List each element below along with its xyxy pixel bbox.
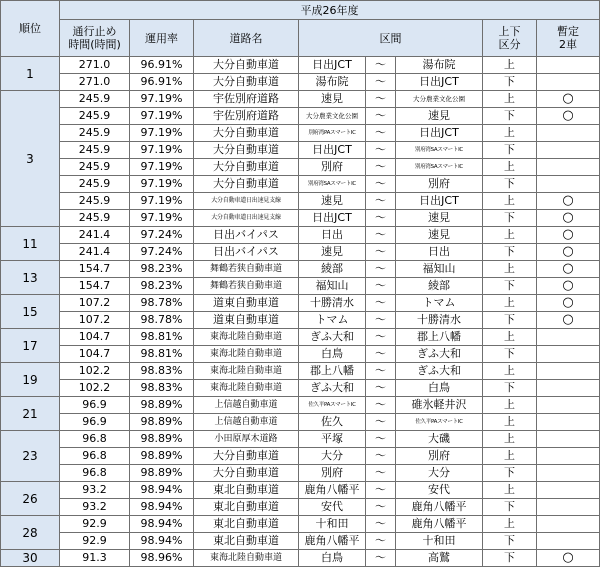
- table-body: [1, 57, 600, 567]
- provisional-cell: [537, 57, 600, 74]
- section-to-cell: 碓氷軽井沢: [396, 397, 483, 414]
- closure-hours-cell: 245.9: [60, 108, 130, 125]
- operation-rate-cell: 98.81%: [130, 346, 194, 363]
- provisional-cell: [537, 499, 600, 516]
- operation-rate-cell: 98.78%: [130, 312, 194, 329]
- provisional-cell: [537, 448, 600, 465]
- provisional-cell: ○: [537, 312, 600, 329]
- section-separator: ～: [366, 193, 396, 210]
- table-row: [1, 482, 600, 499]
- header-year: 平成26年度: [60, 1, 600, 20]
- closure-hours-cell: 96.9: [60, 397, 130, 414]
- section-to-cell: 速見: [396, 210, 483, 227]
- direction-cell: 上: [483, 91, 537, 108]
- table-row: [1, 516, 600, 533]
- section-to-cell: 速見: [396, 108, 483, 125]
- section-from-cell: ぎふ大和: [299, 380, 366, 397]
- operation-rate-cell: 97.24%: [130, 227, 194, 244]
- section-separator: ～: [366, 74, 396, 91]
- section-from-cell: 十勝清水: [299, 295, 366, 312]
- provisional-cell: [537, 142, 600, 159]
- provisional-cell: ○: [537, 227, 600, 244]
- closure-hours-cell: 154.7: [60, 261, 130, 278]
- table-row: [1, 176, 600, 193]
- road-name-cell: 日出バイパス: [194, 227, 299, 244]
- rank-cell: 21: [1, 397, 60, 431]
- section-from-cell: 綾部: [299, 261, 366, 278]
- rank-cell: 28: [1, 516, 60, 550]
- rank-cell: 3: [1, 91, 60, 227]
- section-separator: ～: [366, 431, 396, 448]
- road-name-cell: 大分自動車道: [194, 159, 299, 176]
- section-to-cell: 別府湾SAスマートIC: [396, 159, 483, 176]
- road-name-cell: 道東自動車道: [194, 295, 299, 312]
- operation-rate-cell: 98.81%: [130, 329, 194, 346]
- section-separator: ～: [366, 499, 396, 516]
- direction-cell: 上: [483, 448, 537, 465]
- section-to-cell: ぎふ大和: [396, 346, 483, 363]
- section-separator: ～: [366, 516, 396, 533]
- section-from-cell: 白鳥: [299, 346, 366, 363]
- road-name-cell: 大分自動車道日出速見支線: [194, 193, 299, 210]
- table-row: [1, 57, 600, 74]
- table-row: [1, 210, 600, 227]
- table-row: [1, 380, 600, 397]
- section-to-cell: 十和田: [396, 533, 483, 550]
- table-row: [1, 142, 600, 159]
- road-name-cell: 上信越自動車道: [194, 414, 299, 431]
- direction-cell: 下: [483, 550, 537, 567]
- section-separator: ～: [366, 533, 396, 550]
- provisional-cell: [537, 397, 600, 414]
- road-name-cell: 大分自動車道: [194, 465, 299, 482]
- rank-cell: 13: [1, 261, 60, 295]
- section-to-cell: 白鳥: [396, 380, 483, 397]
- table-row: [1, 244, 600, 261]
- provisional-cell: [537, 465, 600, 482]
- section-to-cell: 別府湾SAスマートIC: [396, 142, 483, 159]
- section-to-cell: 鹿角八幡平: [396, 516, 483, 533]
- closure-hours-cell: 96.8: [60, 465, 130, 482]
- operation-rate-cell: 98.23%: [130, 261, 194, 278]
- operation-rate-cell: 97.19%: [130, 159, 194, 176]
- closure-hours-cell: 93.2: [60, 499, 130, 516]
- section-to-cell: 別府: [396, 176, 483, 193]
- operation-rate-cell: 97.19%: [130, 210, 194, 227]
- direction-cell: 下: [483, 142, 537, 159]
- road-name-cell: 道東自動車道: [194, 312, 299, 329]
- direction-cell: 上: [483, 329, 537, 346]
- provisional-cell: ○: [537, 210, 600, 227]
- operation-rate-cell: 97.19%: [130, 142, 194, 159]
- header-rank: 順位: [1, 1, 60, 57]
- closure-hours-cell: 245.9: [60, 210, 130, 227]
- section-to-cell: 福知山: [396, 261, 483, 278]
- provisional-cell: ○: [537, 261, 600, 278]
- section-from-cell: 別府: [299, 465, 366, 482]
- provisional-cell: [537, 176, 600, 193]
- section-from-cell: 郡上八幡: [299, 363, 366, 380]
- direction-cell: 上: [483, 516, 537, 533]
- section-to-cell: 速見: [396, 227, 483, 244]
- operation-rate-cell: 98.94%: [130, 482, 194, 499]
- provisional-cell: [537, 380, 600, 397]
- direction-cell: 下: [483, 176, 537, 193]
- closure-hours-cell: 245.9: [60, 142, 130, 159]
- section-from-cell: 速見: [299, 91, 366, 108]
- section-to-cell: 十勝清水: [396, 312, 483, 329]
- header-operation-rate: 運用率: [130, 20, 194, 57]
- direction-cell: 下: [483, 346, 537, 363]
- section-separator: ～: [366, 91, 396, 108]
- road-name-cell: 東海北陸自動車道: [194, 363, 299, 380]
- section-separator: ～: [366, 346, 396, 363]
- direction-cell: 上: [483, 482, 537, 499]
- provisional-cell: [537, 363, 600, 380]
- road-name-cell: 舞鶴若狭自動車道: [194, 278, 299, 295]
- operation-rate-cell: 96.91%: [130, 57, 194, 74]
- section-from-cell: 日出JCT: [299, 142, 366, 159]
- operation-rate-cell: 97.19%: [130, 176, 194, 193]
- closure-hours-cell: 104.7: [60, 329, 130, 346]
- road-name-cell: 大分自動車道: [194, 142, 299, 159]
- direction-cell: 下: [483, 312, 537, 329]
- section-separator: ～: [366, 125, 396, 142]
- road-name-cell: 東北自動車道: [194, 533, 299, 550]
- rank-cell: 15: [1, 295, 60, 329]
- road-name-cell: 東海北陸自動車道: [194, 329, 299, 346]
- direction-cell: 下: [483, 533, 537, 550]
- table-row: [1, 414, 600, 431]
- closure-hours-cell: 96.8: [60, 431, 130, 448]
- table-row: [1, 193, 600, 210]
- section-separator: ～: [366, 380, 396, 397]
- section-to-cell: 日出JCT: [396, 74, 483, 91]
- operation-rate-cell: 98.78%: [130, 295, 194, 312]
- section-separator: ～: [366, 57, 396, 74]
- operation-rate-cell: 97.19%: [130, 125, 194, 142]
- operation-rate-cell: 98.89%: [130, 431, 194, 448]
- provisional-cell: [537, 533, 600, 550]
- operation-rate-cell: 98.83%: [130, 380, 194, 397]
- operation-rate-cell: 96.91%: [130, 74, 194, 91]
- section-to-cell: 高鷲: [396, 550, 483, 567]
- closure-hours-cell: 102.2: [60, 380, 130, 397]
- provisional-cell: [537, 414, 600, 431]
- section-from-cell: 佐久平PAスマートIC: [299, 397, 366, 414]
- provisional-cell: [537, 74, 600, 91]
- road-name-cell: 東海北陸自動車道: [194, 550, 299, 567]
- section-from-cell: 佐久: [299, 414, 366, 431]
- closure-hours-cell: 102.2: [60, 363, 130, 380]
- operation-rate-cell: 98.83%: [130, 363, 194, 380]
- table-row: [1, 465, 600, 482]
- direction-cell: 上: [483, 431, 537, 448]
- table-row: [1, 108, 600, 125]
- table-row: [1, 312, 600, 329]
- operation-rate-cell: 97.19%: [130, 193, 194, 210]
- section-to-cell: 安代: [396, 482, 483, 499]
- table-row: [1, 363, 600, 380]
- road-name-cell: 大分自動車道: [194, 448, 299, 465]
- road-name-cell: 東北自動車道: [194, 482, 299, 499]
- direction-cell: 下: [483, 278, 537, 295]
- direction-cell: 上: [483, 227, 537, 244]
- section-from-cell: 日出: [299, 227, 366, 244]
- section-from-cell: トマム: [299, 312, 366, 329]
- provisional-cell: [537, 482, 600, 499]
- road-name-cell: 上信越自動車道: [194, 397, 299, 414]
- section-from-cell: 速見: [299, 244, 366, 261]
- section-separator: ～: [366, 244, 396, 261]
- provisional-cell: ○: [537, 244, 600, 261]
- section-to-cell: 日出JCT: [396, 193, 483, 210]
- section-from-cell: ぎふ大和: [299, 329, 366, 346]
- section-separator: ～: [366, 108, 396, 125]
- rank-cell: 1: [1, 57, 60, 91]
- section-separator: ～: [366, 210, 396, 227]
- operation-rate-cell: 98.94%: [130, 499, 194, 516]
- direction-cell: 上: [483, 159, 537, 176]
- closure-hours-cell: 107.2: [60, 295, 130, 312]
- section-separator: ～: [366, 159, 396, 176]
- closure-hours-cell: 93.2: [60, 482, 130, 499]
- direction-cell: 上: [483, 125, 537, 142]
- operation-rate-cell: 98.23%: [130, 278, 194, 295]
- closure-hours-cell: 245.9: [60, 159, 130, 176]
- direction-cell: 下: [483, 465, 537, 482]
- provisional-cell: [537, 159, 600, 176]
- direction-cell: 上: [483, 397, 537, 414]
- closure-hours-cell: 96.8: [60, 448, 130, 465]
- table-row: [1, 125, 600, 142]
- section-from-cell: 大分農業文化公園: [299, 108, 366, 125]
- road-name-cell: 東北自動車道: [194, 516, 299, 533]
- provisional-cell: [537, 125, 600, 142]
- provisional-cell: ○: [537, 278, 600, 295]
- rank-cell: 17: [1, 329, 60, 363]
- section-separator: ～: [366, 550, 396, 567]
- section-from-cell: 福知山: [299, 278, 366, 295]
- section-separator: ～: [366, 142, 396, 159]
- table-row: [1, 295, 600, 312]
- closure-hours-cell: 104.7: [60, 346, 130, 363]
- section-from-cell: 鹿角八幡平: [299, 482, 366, 499]
- section-from-cell: 別府湾SAスマートIC: [299, 176, 366, 193]
- operation-rate-cell: 98.94%: [130, 516, 194, 533]
- road-name-cell: 宇佐別府道路: [194, 91, 299, 108]
- operation-rate-cell: 98.94%: [130, 533, 194, 550]
- section-from-cell: 安代: [299, 499, 366, 516]
- section-separator: ～: [366, 397, 396, 414]
- closure-hours-cell: 245.9: [60, 176, 130, 193]
- section-from-cell: 十和田: [299, 516, 366, 533]
- provisional-cell: ○: [537, 193, 600, 210]
- table-row: [1, 431, 600, 448]
- section-from-cell: 日出JCT: [299, 57, 366, 74]
- section-from-cell: 大分: [299, 448, 366, 465]
- closure-hours-cell: 271.0: [60, 74, 130, 91]
- closure-hours-cell: 92.9: [60, 533, 130, 550]
- operation-rate-cell: 98.89%: [130, 414, 194, 431]
- header-closure-time: 通行止め 時間(時間): [60, 20, 130, 57]
- direction-cell: 下: [483, 244, 537, 261]
- section-separator: ～: [366, 448, 396, 465]
- operation-rate-cell: 98.89%: [130, 465, 194, 482]
- rank-cell: 19: [1, 363, 60, 397]
- table-row: [1, 329, 600, 346]
- table-row: [1, 278, 600, 295]
- section-from-cell: 鹿角八幡平: [299, 533, 366, 550]
- rank-cell: 23: [1, 431, 60, 482]
- table-row: [1, 533, 600, 550]
- operation-rate-cell: 98.89%: [130, 448, 194, 465]
- road-name-cell: 舞鶴若狭自動車道: [194, 261, 299, 278]
- provisional-cell: ○: [537, 91, 600, 108]
- direction-cell: 下: [483, 210, 537, 227]
- section-to-cell: 綾部: [396, 278, 483, 295]
- road-name-cell: 大分自動車道日出速見支線: [194, 210, 299, 227]
- closure-hours-cell: 245.9: [60, 193, 130, 210]
- rank-cell: 30: [1, 550, 60, 567]
- operation-rate-cell: 98.89%: [130, 397, 194, 414]
- road-name-cell: 東海北陸自動車道: [194, 380, 299, 397]
- direction-cell: 上: [483, 363, 537, 380]
- section-to-cell: 日出JCT: [396, 125, 483, 142]
- section-to-cell: 大磯: [396, 431, 483, 448]
- direction-cell: 下: [483, 499, 537, 516]
- section-to-cell: 日出: [396, 244, 483, 261]
- section-to-cell: 佐久平PAスマートIC: [396, 414, 483, 431]
- provisional-cell: [537, 346, 600, 363]
- section-to-cell: トマム: [396, 295, 483, 312]
- table-row: [1, 91, 600, 108]
- section-to-cell: 郡上八幡: [396, 329, 483, 346]
- road-name-cell: 大分自動車道: [194, 125, 299, 142]
- rank-cell: 26: [1, 482, 60, 516]
- closure-hours-cell: 245.9: [60, 125, 130, 142]
- section-from-cell: 白鳥: [299, 550, 366, 567]
- header-provisional: 暫定 2車: [537, 20, 600, 57]
- closure-hours-cell: 245.9: [60, 91, 130, 108]
- section-to-cell: ぎふ大和: [396, 363, 483, 380]
- closure-hours-cell: 241.4: [60, 227, 130, 244]
- provisional-cell: ○: [537, 108, 600, 125]
- road-name-cell: 大分自動車道: [194, 176, 299, 193]
- provisional-cell: [537, 431, 600, 448]
- header-direction: 上下 区分: [483, 20, 537, 57]
- direction-cell: 上: [483, 261, 537, 278]
- section-separator: ～: [366, 176, 396, 193]
- section-to-cell: 鹿角八幡平: [396, 499, 483, 516]
- direction-cell: 下: [483, 108, 537, 125]
- table-row: [1, 448, 600, 465]
- closure-hours-cell: 91.3: [60, 550, 130, 567]
- section-separator: ～: [366, 482, 396, 499]
- operation-rate-cell: 97.24%: [130, 244, 194, 261]
- direction-cell: 上: [483, 414, 537, 431]
- section-separator: ～: [366, 329, 396, 346]
- table-row: [1, 499, 600, 516]
- section-separator: ～: [366, 414, 396, 431]
- closure-hours-cell: 92.9: [60, 516, 130, 533]
- section-separator: ～: [366, 261, 396, 278]
- section-to-cell: 大分: [396, 465, 483, 482]
- provisional-cell: ○: [537, 295, 600, 312]
- section-separator: ～: [366, 295, 396, 312]
- road-name-cell: 小田原厚木道路: [194, 431, 299, 448]
- section-to-cell: 別府: [396, 448, 483, 465]
- rank-cell: 11: [1, 227, 60, 261]
- table-row: [1, 227, 600, 244]
- provisional-cell: ○: [537, 550, 600, 567]
- operation-rate-cell: 97.19%: [130, 108, 194, 125]
- section-separator: ～: [366, 278, 396, 295]
- road-name-cell: 大分自動車道: [194, 74, 299, 91]
- section-separator: ～: [366, 465, 396, 482]
- section-to-cell: 大分農業文化公園: [396, 91, 483, 108]
- section-from-cell: 日出JCT: [299, 210, 366, 227]
- operation-rate-cell: 98.96%: [130, 550, 194, 567]
- road-name-cell: 日出バイパス: [194, 244, 299, 261]
- road-name-cell: 東海北陸自動車道: [194, 346, 299, 363]
- section-from-cell: 別府: [299, 159, 366, 176]
- section-from-cell: 湯布院: [299, 74, 366, 91]
- table-row: [1, 346, 600, 363]
- provisional-cell: [537, 516, 600, 533]
- section-separator: ～: [366, 312, 396, 329]
- section-from-cell: 速見: [299, 193, 366, 210]
- closure-hours-cell: 271.0: [60, 57, 130, 74]
- direction-cell: 上: [483, 57, 537, 74]
- section-separator: ～: [366, 227, 396, 244]
- table-row: [1, 74, 600, 91]
- table-row: [1, 261, 600, 278]
- closure-hours-cell: 107.2: [60, 312, 130, 329]
- closure-hours-cell: 241.4: [60, 244, 130, 261]
- table-row: [1, 159, 600, 176]
- section-from-cell: 平塚: [299, 431, 366, 448]
- operation-rate-cell: 97.19%: [130, 91, 194, 108]
- section-from-cell: 別府湾PAスマートIC: [299, 125, 366, 142]
- header-section: 区間: [299, 20, 483, 57]
- closure-hours-cell: 96.9: [60, 414, 130, 431]
- section-separator: ～: [366, 363, 396, 380]
- road-name-cell: 宇佐別府道路: [194, 108, 299, 125]
- direction-cell: 下: [483, 74, 537, 91]
- table-row: [1, 397, 600, 414]
- direction-cell: 下: [483, 380, 537, 397]
- provisional-cell: [537, 329, 600, 346]
- road-name-cell: 東北自動車道: [194, 499, 299, 516]
- direction-cell: 上: [483, 193, 537, 210]
- closure-hours-cell: 154.7: [60, 278, 130, 295]
- header-road-name: 道路名: [194, 20, 299, 57]
- direction-cell: 上: [483, 295, 537, 312]
- section-to-cell: 湯布院: [396, 57, 483, 74]
- road-name-cell: 大分自動車道: [194, 57, 299, 74]
